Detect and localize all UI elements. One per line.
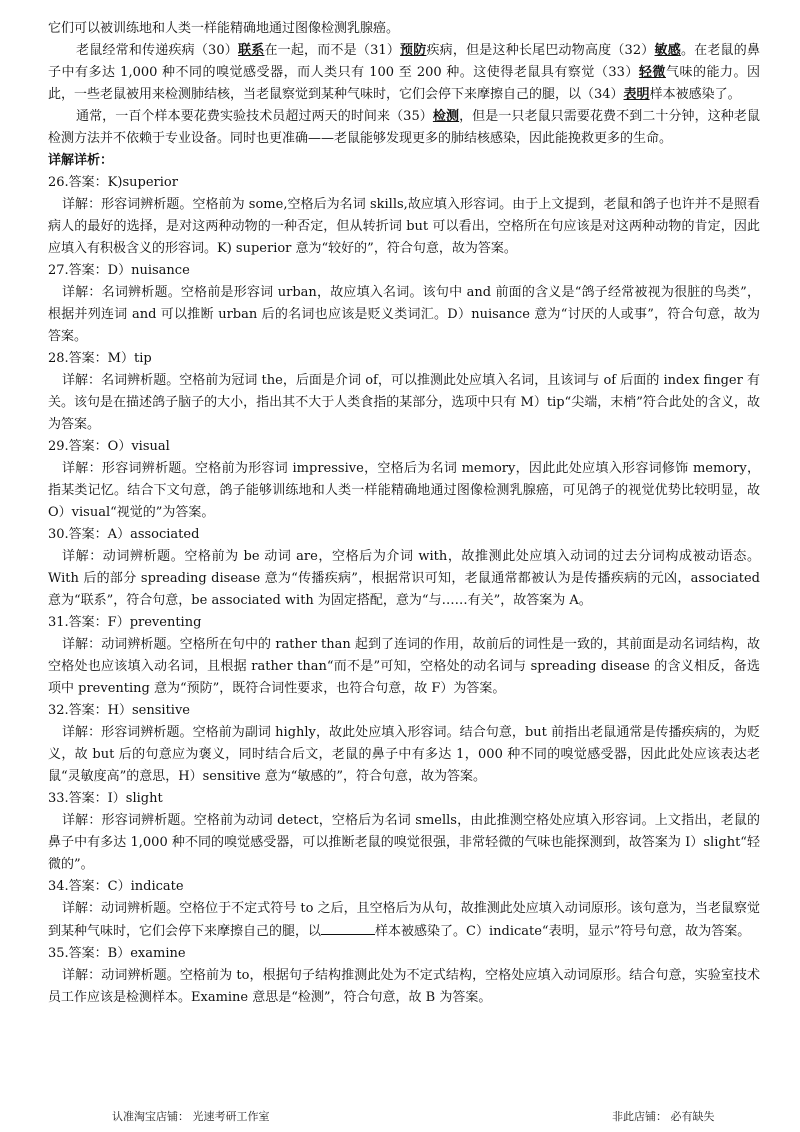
translation-paragraph-2 [48,40,760,106]
keyword-32: 敏感 [654,43,681,58]
intro-tail-paragraph: 它们可以被训练地和人类一样能精确地通过图像检测乳腺癌。 [48,21,400,36]
text-span: 疾病，但是这种长尾巴动物高度（32） [426,43,655,58]
detail-32: 详解：形容词辨析题。空格前为副词 highly，故此处应填入形容词。结合句意，but 前指出老鼠通常是传播疾病的，为贬义，故 but 后的句意应为褒义，同时结合后文，老鼠的鼻子中有多达 1，000 种不同的嗅觉感受器，因此此处应该表达老鼠“灵敏度高”的意思，H）sensitive 意为“敏感的”，符合句意，故为答案。 [48,725,760,784]
text-span: 通常，一百个样本要花费实验技术员超过两天的时间来（35） [76,109,433,124]
detail-29: 详解：形容词辨析题。空格前为形容词 impressive，空格后为名词 memory，因此此处应填入形容词修饰 memory，指某类记忆。结合下文句意，鸽子能够训练地和人类一样能精确地通过图像检测乳腺癌，可见鸽子的视觉优势比较明显，故 O）visual“视觉的”为答案。 [48,461,760,520]
answer-26: 26.答案：K)superior [48,175,178,190]
fill-blank [321,920,375,935]
text-span: 老鼠经常和传递疾病（30） [76,43,239,58]
keyword-31: 预防 [400,43,427,58]
text-span: 在一起，而不是（31） [264,43,401,58]
detail-33: 详解：形容词辨析题。空格前为动词 detect，空格后为名词 smells，由此推测空格处应填入形容词。上文指出，老鼠的鼻子中有多达 1,000 种不同的嗅觉感受器，可以推断老鼠的嗅觉很强，非常轻微的气味也能探测到，故答案为 I）slight“轻微的”。 [48,813,760,872]
text-span: 。在老鼠的鼻子中有多达 1,000 种不同的嗅觉感受器，而人类只有 100 至 200 种。这使得老鼠具有察觉（33） [48,43,760,80]
answer-28: 28.答案：M）tip [48,351,152,366]
text-span: ，但是一只老鼠只需要花费不到二十分钟，这种老鼠检测方法并不依赖于专业设备。同时也更准确——老鼠能够发现更多的肺结核感染，因此能挽救更多的生命。 [48,109,760,146]
answer-32: 32.答案：H）sensitive [48,703,190,718]
answer-34: 34.答案：C）indicate [48,879,184,894]
footer-left-text: 认准淘宝店铺： 光速考研工作室 [112,1110,270,1123]
detail-34 [48,898,760,943]
detail-35: 详解：动词辨析题。空格前为 to，根据句子结构推测此处为不定式结构，空格处应填入动词原形。结合句意，实验室技术员工作应该是检测样本。Examine 意思是“检测”，符合句意，故 B 为答案。 [48,968,760,1005]
detail-31: 详解：动词辨析题。空格所在句中的 rather than 起到了连词的作用，故前后的词性是一致的，其前面是动名词结构，故空格处也应该填入动名词，且根据 rather than“而不是”可知，空格处的动名词与 spreading disease 的含义相反，备选项中 preventing 意为“预防”，既符合词性要求，也符合句意，故 F）为答案。 [48,637,760,696]
keyword-33: 轻微 [638,65,666,80]
answer-29: 29.答案：O）visual [48,439,170,454]
footer-right-text: 非此店铺： 必有缺失 [612,1110,715,1123]
detail-30: 详解：动词辨析题。空格前为 be 动词 are，空格后为介词 with，故推测此处应填入动词的过去分词构成被动语态。With 后的部分 spreading disease 意为“传播疾病”，根据常识可知，老鼠通常都被认为是传播疾病的元凶，associated 意为“联系”，符合句意，be associated with 为固定搭配，意为“与……有关”，故答案为 A。 [48,549,760,608]
keyword-35: 检测 [432,109,460,124]
text-span: 样本被感染了。C）indicate“表明，显示”符号句意，故为答案。 [375,924,751,939]
translation-paragraph-3 [48,106,760,150]
answer-31: 31.答案：F）preventing [48,615,202,630]
answer-33: 33.答案：I）slight [48,791,163,806]
keyword-30: 联系 [238,43,265,58]
answer-35: 35.答案：B）examine [48,946,186,961]
detail-26: 详解：形容词辨析题。空格前为 some,空格后为名词 skills,故应填入形容词。由于上文提到，老鼠和鸽子也许并不是照看病人的最好的选择，是对这两种动物的一种否定，但从转折词 but 可以看出，空格所在句应该是对这两种动物的肯定，因此应填入有积极含义的形容词。K) superior 意为“较好的”，符合句意，故为答案。 [48,197,760,256]
document-page [48,18,760,1009]
text-span: 气味的能力。因此，一些老鼠被用来检测肺结核，当老鼠察觉到某种气味时，它们会停下来摩擦自己的腿，以（34） [48,65,760,102]
text-span: 详解：动词辨析题。空格位于不定式符号 to 之后，且空格后为从句，故推测此处应填入动词原形。该句意为，当老鼠察觉到某种气味时，它们会停下来摩擦自己的腿，以 [48,901,760,939]
text-span: 样本被感染了。 [649,87,741,102]
section-heading: 详解详析： [48,153,114,168]
keyword-34: 表明 [623,87,650,102]
answer-27: 27.答案：D）nuisance [48,263,190,278]
answer-30: 30.答案：A）associated [48,527,200,542]
detail-27: 详解：名词辨析题。空格前是形容词 urban，故应填入名词。该句中 and 前面的含义是“鸽子经常被视为很脏的鸟类”，根据并列连词 and 可以推断 urban 后的名词也应该是贬义类词汇。D）nuisance 意为“讨厌的人或事”，符合句意，故为答案。 [48,285,760,344]
detail-28: 详解：名词辨析题。空格前为冠词 the，后面是介词 of，可以推测此处应填入名词，且该词与 of 后面的 index finger 有关。该句是在描述鸽子脑子的大小，指出其不大于人类食指的某部分，选项中只有 M）tip“尖端，末梢”符合此处的含义，故为答案。 [48,373,760,432]
